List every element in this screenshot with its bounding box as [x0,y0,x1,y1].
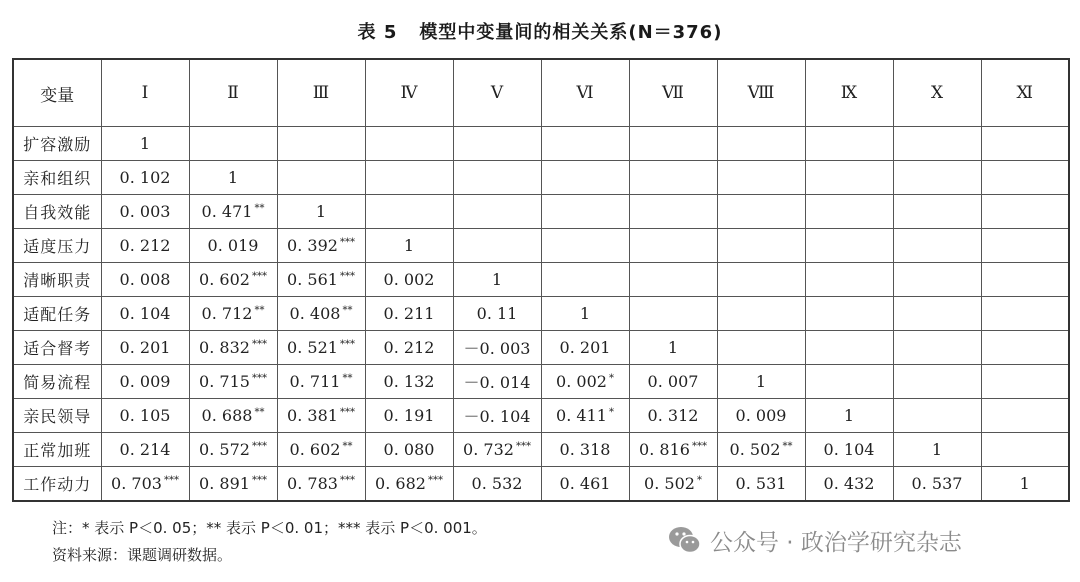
table-cell [365,399,453,433]
cell-value: 0. 502 [644,474,695,493]
cell-value: 0. 715 [199,372,250,391]
cell-value: 0. 537 [911,474,963,493]
table-cell [717,195,805,229]
table-number: 表 5 [357,22,398,43]
cell-value: 1 [403,236,415,255]
table-cell [541,331,629,365]
row-label: 适配任务 [13,297,101,331]
cell-value: 0. 002 [383,270,435,289]
table-cell [981,263,1069,297]
table-cell [101,127,189,161]
table-caption: 模型中变量间的相关关系(N＝376) [419,22,723,43]
table-cell [365,229,453,263]
table-cell [101,365,189,399]
table-cell [453,331,541,365]
cell-value: 0. 392 [287,236,338,255]
table-cell [189,229,277,263]
table-row [13,467,1069,502]
significance-stars: *** [339,339,355,350]
cell-value: 0. 002 [556,372,607,391]
significance-stars: ** [342,441,353,452]
row-label: 亲和组织 [13,161,101,195]
table-cell [981,331,1069,365]
table-cell [101,229,189,263]
table-cell [541,467,629,502]
table-cell [805,229,893,263]
cell-value: 0. 602 [289,440,341,459]
table-cell [541,127,629,161]
significance-stars: *** [427,475,443,486]
table-cell [277,263,365,297]
significance-stars: ** [254,407,265,418]
cell-value: 0. 682 [375,474,426,493]
cell-value: 1 [491,270,503,289]
significance-stars: *** [251,271,267,282]
cell-value: 0. 703 [111,474,162,493]
table-cell [453,195,541,229]
table-cell [893,467,981,502]
cell-value: 0. 561 [287,270,338,289]
table-cell [805,433,893,467]
table-cell [365,263,453,297]
significance-note: 注：* 表示 P＜0. 05；** 表示 P＜0. 01；*** 表示 P＜0. 001。 [52,519,487,537]
table-cell [629,229,717,263]
table-cell [541,263,629,297]
table-cell [981,127,1069,161]
cell-value: 0. 461 [559,474,611,493]
column-header: Ⅰ [101,59,189,127]
table-cell [893,195,981,229]
table-cell [717,365,805,399]
table-cell [453,263,541,297]
cell-value: 1 [579,304,591,323]
column-header: Ⅴ [453,59,541,127]
significance-stars: ** [254,305,265,316]
table-cell [717,263,805,297]
table-title [0,18,1080,44]
significance-stars: *** [163,475,179,486]
cell-value: 1 [843,406,855,425]
cell-value: 0. 191 [383,406,435,425]
cell-value: 1 [1019,474,1030,493]
table-cell [189,297,277,331]
table-cell [101,331,189,365]
significance-stars: *** [691,441,707,452]
cell-value: 0. 007 [647,372,699,391]
cell-value: 0. 531 [735,474,787,493]
table-cell [189,399,277,433]
correlation-table [12,58,1070,502]
table-cell [805,263,893,297]
table-cell [893,365,981,399]
table-cell [453,365,541,399]
table-row [13,399,1069,433]
table-cell [101,433,189,467]
table-cell [893,161,981,195]
significance-stars: * [608,407,614,418]
table-cell [365,297,453,331]
table-cell [981,297,1069,331]
cell-value: －0. 014 [463,373,531,392]
table-cell [893,399,981,433]
significance-stars: *** [515,441,531,452]
table-cell [365,433,453,467]
cell-value: 1 [755,372,767,391]
table-cell [541,433,629,467]
cell-value: 0. 471 [201,202,253,221]
table-cell [805,399,893,433]
table-cell [893,229,981,263]
table-cell [101,161,189,195]
table-cell [629,195,717,229]
table-cell [453,161,541,195]
significance-stars: ** [342,373,353,384]
cell-value: 0. 009 [119,372,171,391]
table-cell [717,433,805,467]
table-cell [365,195,453,229]
cell-value: －0. 104 [463,407,531,426]
cell-value: 0. 212 [119,236,171,255]
significance-stars: ** [254,203,265,214]
table-cell [101,297,189,331]
table-row [13,161,1069,195]
watermark [668,520,962,560]
table-cell [981,433,1069,467]
cell-value: 0. 318 [559,440,611,459]
table-cell [805,331,893,365]
column-header: Ⅷ [717,59,805,127]
row-label: 正常加班 [13,433,101,467]
table-cell [629,161,717,195]
table-cell [101,263,189,297]
table-cell [453,467,541,502]
table-notes [52,515,487,569]
table-cell [805,161,893,195]
significance-stars: *** [339,475,355,486]
significance-stars: *** [339,237,355,248]
table-cell [189,365,277,399]
cell-value: 0. 832 [199,338,250,357]
table-cell [805,467,893,502]
table-cell [981,399,1069,433]
table-cell [189,467,277,502]
cell-value: 0. 212 [383,338,435,357]
cell-value: 0. 572 [199,440,250,459]
cell-value: 0. 411 [556,406,607,425]
cell-value: 0. 502 [729,440,781,459]
table-cell [805,297,893,331]
column-header: Ⅺ [981,59,1069,127]
cell-value: 0. 532 [471,474,523,493]
table-cell [277,229,365,263]
table-cell [541,195,629,229]
table-cell [277,399,365,433]
table-cell [893,127,981,161]
table-cell [365,331,453,365]
table-cell [717,161,805,195]
table-cell [629,297,717,331]
table-cell [717,331,805,365]
cell-value: 0. 688 [201,406,253,425]
significance-stars: *** [339,407,355,418]
cell-value: 0. 816 [639,440,690,459]
table-cell [541,399,629,433]
significance-stars: *** [251,373,267,384]
table-cell [893,433,981,467]
cell-value: 1 [931,440,943,459]
cell-value: 0. 381 [287,406,338,425]
table-cell [365,127,453,161]
table-row [13,297,1069,331]
row-label: 适度压力 [13,229,101,263]
table-cell [981,195,1069,229]
table-cell [277,195,365,229]
table-cell [893,297,981,331]
corner-header: 变量 [13,59,101,127]
table-cell [629,433,717,467]
table-header-row [13,59,1069,127]
table-cell [805,365,893,399]
table-cell [981,161,1069,195]
row-label: 清晰职责 [13,263,101,297]
table-row [13,195,1069,229]
cell-value: 0. 891 [199,474,250,493]
table-cell [541,365,629,399]
table-cell [981,467,1069,502]
table-cell [981,229,1069,263]
column-header: Ⅳ [365,59,453,127]
cell-value: 1 [315,202,327,221]
cell-value: 0. 102 [119,168,171,187]
table-cell [629,399,717,433]
cell-value: 0. 201 [119,338,171,357]
significance-stars: *** [251,475,267,486]
cell-value: 0. 211 [383,304,435,323]
cell-value: 0. 312 [647,406,699,425]
table-cell [541,297,629,331]
table-cell [805,127,893,161]
column-header: Ⅹ [893,59,981,127]
table-cell [453,399,541,433]
cell-value: 0. 080 [383,440,435,459]
table-cell [277,467,365,502]
cell-value: 0. 008 [119,270,171,289]
table-cell [189,161,277,195]
row-label: 适合督考 [13,331,101,365]
table-cell [629,127,717,161]
wechat-icon [668,525,702,555]
row-label: 工作动力 [13,467,101,502]
table-cell [189,127,277,161]
table-cell [189,433,277,467]
significance-stars: * [696,475,702,486]
table-cell [629,331,717,365]
cell-value: 0. 408 [289,304,341,323]
significance-stars: *** [251,441,267,452]
cell-value: 0. 783 [287,474,338,493]
significance-stars: ** [782,441,793,452]
cell-value: 1 [139,134,151,153]
table-cell [629,263,717,297]
significance-stars: * [608,373,614,384]
table-cell [453,229,541,263]
cell-value: 0. 105 [119,406,171,425]
table-cell [717,127,805,161]
watermark-text: 公众号 · 政治学研究杂志 [710,529,962,556]
table-row [13,263,1069,297]
table-cell [277,127,365,161]
table-cell [717,229,805,263]
table-cell [365,467,453,502]
cell-value: 0. 104 [119,304,171,323]
cell-value: 0. 521 [287,338,338,357]
table-cell [189,195,277,229]
cell-value: 0. 711 [289,372,341,391]
table-cell [365,161,453,195]
significance-stars: *** [339,271,355,282]
cell-value: 0. 11 [476,304,518,323]
table-cell [541,229,629,263]
column-header: Ⅶ [629,59,717,127]
significance-stars: *** [251,339,267,350]
column-header: Ⅸ [805,59,893,127]
cell-value: 0. 132 [383,372,435,391]
source-note: 资料来源：课题调研数据。 [52,546,233,564]
row-label: 自我效能 [13,195,101,229]
table-cell [277,365,365,399]
cell-value: 1 [667,338,679,357]
table-cell [189,331,277,365]
column-header: Ⅱ [189,59,277,127]
table-cell [629,365,717,399]
table-cell [717,399,805,433]
row-label: 扩容激励 [13,127,101,161]
table-cell [277,297,365,331]
cell-value: 1 [227,168,239,187]
column-header: Ⅵ [541,59,629,127]
table-cell [629,467,717,502]
table-row [13,229,1069,263]
table-row [13,331,1069,365]
table-cell [805,195,893,229]
table-row [13,365,1069,399]
table-cell [981,365,1069,399]
cell-value: 0. 019 [207,236,259,255]
table-row [13,127,1069,161]
cell-value: 0. 732 [463,440,514,459]
cell-value: 0. 432 [823,474,875,493]
table-cell [717,467,805,502]
table-cell [453,433,541,467]
table-cell [101,195,189,229]
table-cell [277,161,365,195]
cell-value: 0. 214 [119,440,171,459]
row-label: 简易流程 [13,365,101,399]
cell-value: 0. 712 [201,304,253,323]
table-cell [541,161,629,195]
table-cell [277,433,365,467]
significance-stars: ** [342,305,353,316]
table-cell [453,297,541,331]
table-cell [101,399,189,433]
cell-value: 0. 602 [199,270,250,289]
cell-value: 0. 201 [559,338,611,357]
table-cell [893,263,981,297]
table-cell [717,297,805,331]
table-cell [453,127,541,161]
table-body [13,127,1069,502]
cell-value: 0. 009 [735,406,787,425]
table-cell [893,331,981,365]
cell-value: －0. 003 [463,339,531,358]
table-row [13,433,1069,467]
row-label: 亲民领导 [13,399,101,433]
table-cell [189,263,277,297]
column-header: Ⅲ [277,59,365,127]
cell-value: 0. 003 [119,202,171,221]
cell-value: 0. 104 [823,440,875,459]
table-cell [101,467,189,502]
table-cell [277,331,365,365]
table-cell [365,365,453,399]
